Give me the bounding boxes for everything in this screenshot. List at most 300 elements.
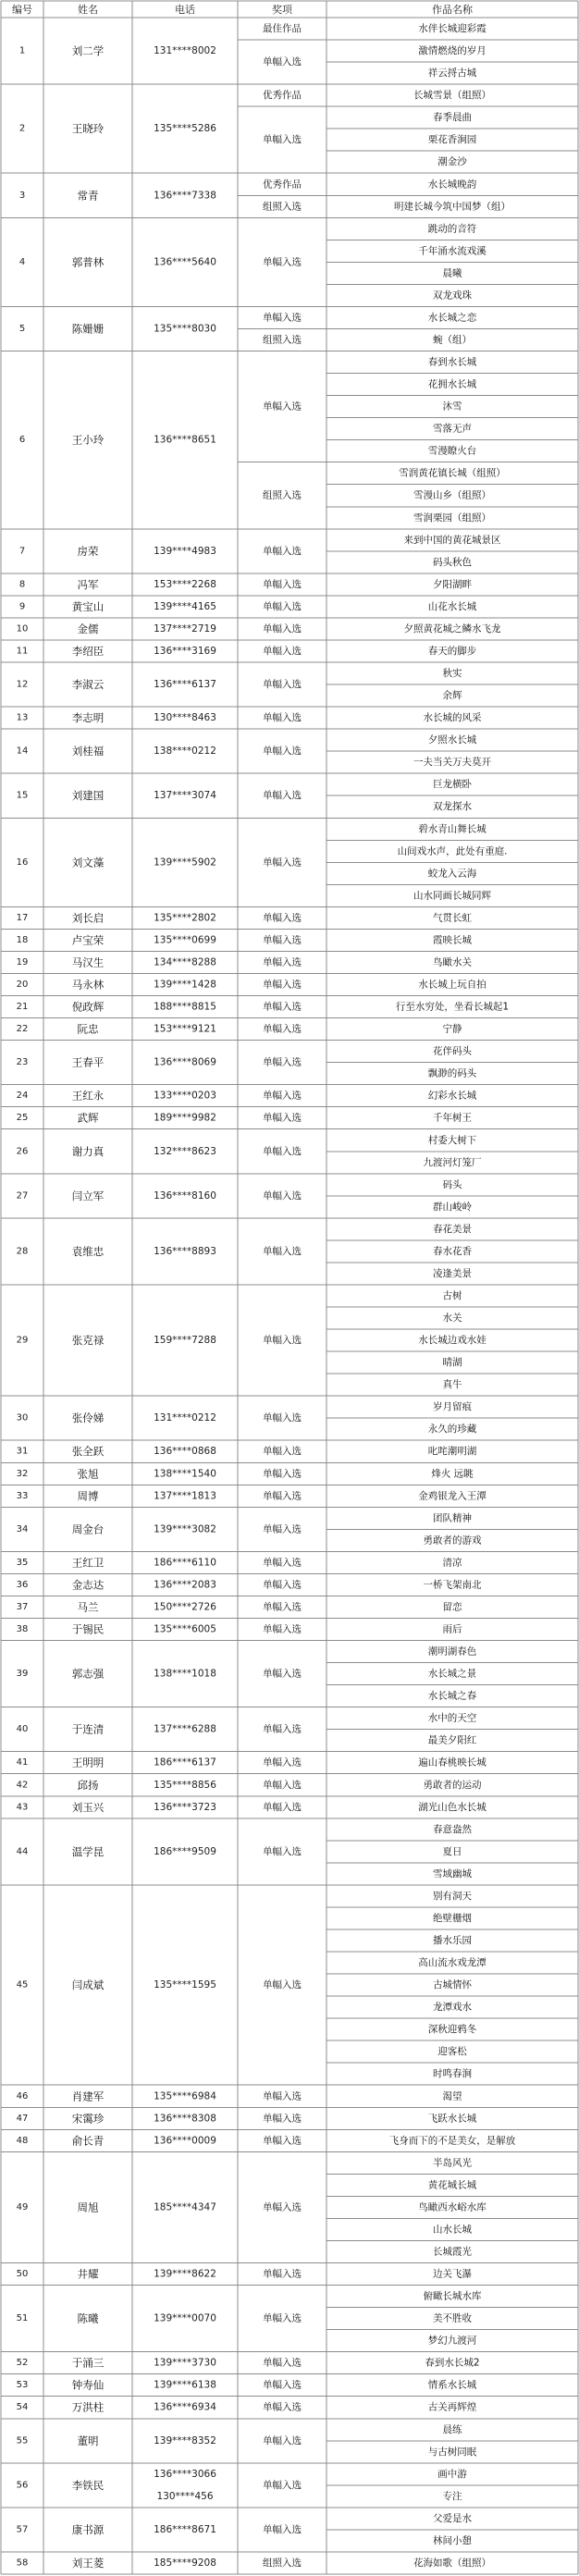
entry-number: 3 [18,190,26,201]
entry-number: 19 [16,956,29,968]
work-title: 春意盎然 [433,1823,472,1835]
entry-number: 41 [16,1757,29,1769]
phone-number: 136****0009 [154,2135,216,2147]
work-title: 夕阳湖畔 [433,578,472,590]
entrant-name: 于锡民 [71,1622,105,1636]
award-label: 单幅入选 [263,1579,302,1591]
phone-number: 136****8893 [154,1245,216,1257]
entry-number: 25 [16,1113,29,1124]
entrant-name: 宋霭珍 [71,2112,105,2126]
entry-number: 16 [16,857,29,868]
entrant-name: 刘玉兴 [71,1800,105,1814]
work-title: 九渡河灯笼厂 [423,1156,482,1168]
award-label: 单幅入选 [263,1189,302,1202]
entry-number: 5 [18,323,26,334]
phone-number: 185****9208 [154,2557,216,2569]
work-title: 码头秋色 [433,556,472,568]
award-label: 单幅入选 [263,1112,302,1124]
phone-number: 137****6288 [154,1723,216,1735]
phone-number: 135****5286 [154,123,216,135]
entrant-name: 黄宝山 [71,599,105,613]
entrant-name: 温学昆 [71,1844,105,1858]
entry-number: 57 [16,2524,29,2535]
work-title: 祥云捋古城 [427,68,477,80]
phone-number: 153****2268 [154,578,216,590]
work-title: 码头 [442,1178,462,1190]
phone-number: 136****8160 [154,1189,216,1202]
entry-number: 21 [16,1002,29,1013]
entrant-name: 房荣 [77,544,99,558]
phone-number: 135****6005 [154,1623,216,1635]
entrant-name: 金志达 [71,1578,105,1592]
entrant-name: 张旭 [77,1467,99,1481]
column-header: 编号 [12,4,32,16]
entry-number: 38 [16,1624,29,1635]
entry-number: 58 [16,2558,29,2569]
phone-number: 132****8623 [154,1145,216,1157]
phone-number: 139****3730 [154,2357,216,2369]
award-label: 单幅入选 [263,1023,302,1035]
entrant-name: 康书源 [71,2522,105,2536]
entrant-name: 张全跃 [71,1445,105,1459]
entry-number: 40 [16,1724,29,1735]
work-title: 春天的脚步 [427,645,477,657]
award-label: 单幅入选 [263,956,302,968]
column-header: 作品名称 [432,4,473,16]
award-label: 单幅入选 [263,2201,302,2213]
work-title: 宁静 [442,1023,462,1035]
phone-number: 135****2802 [154,912,216,924]
award-label: 单幅入选 [263,790,302,802]
entry-number: 23 [16,1057,29,1068]
phone-number: 150****2726 [154,1601,216,1613]
entry-number: 6 [18,435,26,446]
phone-number: 136****8308 [154,2113,216,2125]
phone-number: 139****3082 [154,1523,216,1535]
work-title: 雪漫瞭火台 [427,445,477,457]
work-title: 黄花城长城 [427,2179,477,2191]
entrant-name: 刘长启 [71,911,105,925]
work-title: 水长城上玩自拍 [418,979,487,991]
column-header: 姓名 [78,4,98,16]
work-title: 巨龙横卧 [433,779,472,791]
award-label: 单幅入选 [263,2135,302,2147]
award-label: 单幅入选 [263,712,302,724]
work-title: 边关飞瀑 [433,2268,472,2280]
work-title: 水长城晚韵 [427,179,477,191]
entry-number: 48 [16,2135,29,2146]
entrant-name: 郭志强 [71,1667,105,1681]
phone-number: 136****6137 [154,679,216,691]
entry-number: 39 [16,1669,29,1680]
entrant-name: 倪政辉 [71,1000,105,1014]
award-label: 单幅入选 [263,622,302,635]
work-title: 春花美景 [433,1223,472,1235]
entrant-name: 谢力真 [71,1144,105,1158]
award-label: 单幅入选 [263,1412,302,1424]
entrant-name: 周旭 [77,2200,99,2214]
entrant-name: 闫成斌 [71,1978,105,1992]
work-title: 气贯长虹 [433,912,472,924]
work-title: 渴望 [442,2090,462,2102]
entrant-name: 万洪柱 [71,2400,105,2414]
phone-number: 153****9121 [154,1023,216,1035]
phone-number: 136****2083 [154,1579,216,1591]
work-title: 湖光山色水长城 [418,1801,487,1813]
phone-number: 130****456 [156,2490,214,2502]
entrant-name: 马兰 [77,1600,99,1614]
entry-number: 9 [18,601,26,612]
phone-number: 189****9982 [154,1112,216,1124]
entrant-name: 金儒 [77,622,99,635]
award-label: 组照入选 [263,2557,302,2569]
work-title: 高山流水戏龙潭 [418,1957,487,1969]
work-title: 来到中国的黄花城景区 [403,534,501,546]
work-title: 时鸣春涧 [433,2068,472,2080]
entrant-name: 周金台 [71,1522,105,1536]
phone-number: 131****0212 [154,1412,216,1424]
entry-number: 37 [16,1601,29,1612]
award-label: 单幅入选 [263,1056,302,1068]
work-title: 秋实 [442,668,462,680]
work-title: 别有洞天 [433,1890,472,1902]
entrant-name: 郭普林 [71,255,105,269]
work-title: 留恋 [442,1601,462,1613]
phone-number: 136****5640 [154,256,216,268]
work-title: 水长城之春 [427,1690,477,1702]
award-label: 单幅入选 [263,679,302,691]
entrant-name: 王春平 [71,1055,105,1069]
entrant-name: 袁维忠 [71,1244,105,1258]
award-label: 单幅入选 [263,645,302,657]
phone-number: 139****1428 [154,979,216,991]
work-title: 水长城边戏水娃 [418,1335,487,1347]
work-title: 霞映长城 [433,934,472,946]
entry-number: 53 [16,2380,29,2391]
phone-number: 139****6138 [154,2379,216,2391]
award-label: 单幅入选 [263,857,302,869]
phone-number: 135****1595 [154,1979,216,1991]
phone-number: 131****8002 [154,45,216,57]
award-label: 优秀作品 [263,90,302,102]
entrant-name: 李志明 [71,711,105,725]
entrant-name: 刘二学 [71,44,105,58]
award-label: 单幅入选 [263,2434,302,2447]
entrant-name: 王晓玲 [71,122,105,136]
phone-number: 135****0699 [154,934,216,946]
award-label: 单幅入选 [263,979,302,991]
column-header: 电话 [175,4,195,16]
work-title: 叱咤潮明湖 [427,1446,477,1458]
entrant-name: 刘桂福 [71,745,105,758]
entrant-name: 李绍臣 [71,644,105,658]
award-label: 单幅入选 [263,746,302,758]
award-label: 单幅入选 [263,1845,302,1857]
work-title: 蜿（组） [433,334,472,346]
work-title: 花伴码头 [433,1045,472,1057]
phone-number: 136****3169 [154,645,216,657]
phone-number: 136****8651 [154,434,216,446]
phone-number: 159****7288 [154,1335,216,1347]
award-label: 单幅入选 [263,1523,302,1535]
work-title: 团队精神 [433,1512,472,1524]
work-title: 林间小憩 [433,2534,472,2546]
entry-number: 55 [16,2435,29,2447]
work-title: 凌逢美景 [433,1267,472,1279]
phone-number: 139****4165 [154,600,216,612]
work-title: 花海如歌（组照） [413,2557,491,2569]
entrant-name: 陈姗姗 [71,322,105,336]
entry-number: 1 [18,45,26,56]
entrant-name: 李铁民 [71,2478,105,2492]
award-label: 单幅入选 [263,1756,302,1769]
entrant-name: 井耀 [77,2267,99,2281]
phone-number: 186****6137 [154,1756,216,1769]
award-label: 单幅入选 [263,2268,302,2280]
work-title: 与古树同眠 [427,2446,477,2458]
entry-number: 56 [16,2480,29,2491]
work-title: 雪域幽城 [433,1867,472,1880]
phone-number: 135****6984 [154,2090,216,2102]
work-title: 夕照黄花城之鳞水飞龙 [403,622,501,635]
work-title: 千年涌水流戏溪 [418,245,487,257]
work-title: 播水乐园 [433,1935,472,1947]
work-title: 父爱是水 [433,2512,472,2524]
award-label: 单幅入选 [263,1001,302,1013]
work-title: 激情燃烧的岁月 [418,45,487,57]
award-label: 组照入选 [263,334,302,346]
entry-number: 24 [16,1091,29,1102]
work-title: 鸟瞰西水峪水库 [418,2201,487,2213]
work-title: 山间戏水声，此处有重庭. [397,845,508,857]
work-title: 烽火 远眺 [431,1468,474,1480]
entry-number: 34 [16,1523,29,1535]
entrant-name: 闫立军 [71,1189,105,1202]
entry-number: 17 [16,912,29,923]
entrant-name: 刘王菱 [71,2556,105,2570]
work-title: 古城情怀 [433,1979,472,1991]
work-title: 春到水长城 [427,356,477,368]
work-title: 长城雪景（组照） [413,90,491,102]
work-title: 群山峻岭 [433,1201,472,1213]
entry-number: 28 [16,1246,29,1257]
work-title: 春季晨曲 [433,112,472,124]
phone-number: 139****8622 [154,2268,216,2280]
award-label: 单幅入选 [263,2090,302,2102]
entry-number: 13 [16,712,29,723]
award-label: 单幅入选 [263,1557,302,1569]
entrant-name: 王明明 [71,1756,105,1769]
work-title: 水关 [442,1313,462,1325]
work-title: 春水花香 [433,1245,472,1257]
award-label: 单幅入选 [263,401,302,413]
phone-number: 139****4983 [154,545,216,557]
phone-number: 135****8030 [154,323,216,335]
award-label: 单幅入选 [263,912,302,924]
phone-number: 135****8856 [154,1779,216,1791]
entry-number: 30 [16,1412,29,1424]
work-title: 长城霞光 [433,2246,472,2258]
award-label: 单幅入选 [263,934,302,946]
work-title: 跳动的音符 [427,223,477,235]
work-title: 梦幻九渡河 [427,2335,477,2347]
work-title: 画中游 [437,2468,467,2480]
entry-number: 14 [16,746,29,757]
entry-number: 31 [16,1446,29,1457]
award-label: 单幅入选 [263,2357,302,2369]
work-title: 晴湖 [442,1357,462,1369]
work-title: 雪落无声 [433,423,472,435]
work-title: 幻彩水长城 [427,1090,477,1102]
work-title: 勇敢者的运动 [423,1779,482,1791]
phone-number: 130****8463 [154,712,216,724]
work-title: 行至水穷处，坐看长城起1 [395,1001,510,1013]
award-label: 单幅入选 [263,1723,302,1735]
entrant-name: 常青 [77,189,99,203]
entrant-name: 周博 [77,1489,99,1503]
work-title: 飞跃水长城 [427,2113,477,2125]
work-title: 真牛 [442,1379,462,1391]
phone-number: 138****1540 [154,1468,216,1480]
award-label: 单幅入选 [263,1623,302,1635]
award-label: 单幅入选 [263,1979,302,1991]
work-title: 永久的珍藏 [427,1424,477,1436]
work-title: 沐雪 [442,401,462,413]
entrant-name: 王小玲 [71,433,105,447]
entry-number: 15 [16,790,29,801]
award-label: 单幅入选 [263,1446,302,1458]
entrant-name: 董明 [77,2434,99,2447]
work-title: 水长城之恋 [427,312,477,324]
work-title: 一桥飞架南北 [423,1579,482,1591]
award-label: 单幅入选 [263,1468,302,1480]
award-label: 单幅入选 [263,1801,302,1813]
phone-number: 134****8288 [154,956,216,968]
work-title: 半岛风光 [433,2157,472,2169]
award-label: 单幅入选 [263,256,302,268]
phone-number: 136****3723 [154,1801,216,1813]
award-label: 组照入选 [263,201,302,213]
entry-number: 11 [16,646,29,657]
entrant-name: 马汉生 [71,955,105,969]
award-label: 单幅入选 [263,56,302,68]
phone-number: 137****3074 [154,790,216,802]
entrant-name: 钟寿仙 [71,2378,105,2392]
work-title: 晨练 [442,2423,462,2435]
entry-number: 35 [16,1557,29,1568]
entrant-name: 邱扬 [77,1778,99,1792]
work-title: 迎客松 [437,2046,467,2058]
entrant-name: 马永林 [71,978,105,992]
entrant-name: 李淑云 [71,678,105,692]
phone-number: 138****0212 [154,746,216,758]
work-title: 深秋迎鸦冬 [427,2024,477,2036]
entrant-name: 冯军 [77,577,99,591]
phone-number: 136****8069 [154,1056,216,1068]
entry-number: 4 [18,256,26,267]
entrant-name: 肖建军 [71,2089,105,2103]
work-title: 山花水长城 [427,600,477,612]
work-title: 雪润栗园（组照） [413,512,491,524]
award-label: 单幅入选 [263,578,302,590]
entry-number: 27 [16,1190,29,1202]
work-title: 潮明湖春色 [427,1645,477,1658]
phone-number: 136****6934 [154,2401,216,2413]
entry-number: 29 [16,1335,29,1346]
entry-number: 54 [16,2402,29,2413]
work-title: 清凉 [442,1557,462,1569]
phone-number: 137****2719 [154,622,216,635]
award-label: 单幅入选 [263,1090,302,1102]
award-label: 单幅入选 [263,1490,302,1502]
work-title: 勇敢者的游戏 [423,1535,482,1547]
work-title: 夏日 [442,1845,462,1857]
award-label: 单幅入选 [263,1335,302,1347]
work-title: 龙潭戏水 [433,2002,472,2014]
work-title: 最美夕阳红 [427,1734,477,1746]
work-title: 山水长城 [433,2224,472,2236]
work-title: 水伴长城迎彩霞 [418,23,487,35]
phone-number: 186****8671 [154,2523,216,2535]
entry-number: 22 [16,1024,29,1035]
entry-number: 26 [16,1146,29,1157]
phone-number: 137****1813 [154,1490,216,1502]
work-title: 潮金沙 [437,156,467,168]
entry-number: 42 [16,1780,29,1791]
award-label: 单幅入选 [263,134,302,146]
phone-number: 136****3066 [154,2468,216,2480]
work-title: 专注 [442,2490,462,2502]
work-title: 明建长城今筑中国梦（组） [394,201,511,213]
award-label: 单幅入选 [263,1668,302,1680]
work-title: 遍山春桃映长城 [418,1756,487,1769]
entrant-name: 王红永 [71,1089,105,1103]
entry-number: 10 [16,623,29,635]
award-label: 单幅入选 [263,2479,302,2491]
work-title: 春到水长城2 [425,2357,480,2369]
entry-number: 52 [16,2358,29,2369]
award-label: 单幅入选 [263,2401,302,2413]
work-title: 水长城之景 [427,1668,477,1680]
award-label: 单幅入选 [263,2523,302,2535]
entry-number: 51 [16,2313,29,2324]
award-label: 单幅入选 [263,1245,302,1257]
work-title: 晨曦 [442,267,462,279]
award-label: 单幅入选 [263,2312,302,2324]
work-title: 碧水青山舞长城 [418,823,487,835]
entry-number: 7 [18,546,26,557]
work-title: 雨后 [442,1623,462,1635]
work-title: 花拥水长城 [427,378,477,390]
entrant-name: 卢宝荣 [71,933,105,947]
work-title: 古树 [442,1290,462,1301]
work-title: 余辉 [442,690,462,702]
work-title: 雪润黄花镇长城（组照） [399,467,506,479]
work-title: 情系水长城 [427,2379,477,2391]
entrant-name: 于连清 [71,1722,105,1736]
entrant-name: 阮忠 [77,1022,99,1036]
work-title: 水长城的风采 [423,712,482,724]
work-title: 山水同画长城同辉 [413,890,491,902]
work-title: 岁月留痕 [433,1401,472,1413]
phone-number: 138****1018 [154,1668,216,1680]
phone-number: 139****5902 [154,857,216,869]
award-label: 单幅入选 [263,600,302,612]
entry-number: 12 [16,679,29,690]
award-label: 单幅入选 [263,2379,302,2391]
entry-number: 50 [16,2269,29,2280]
award-label: 单幅入选 [263,1601,302,1613]
